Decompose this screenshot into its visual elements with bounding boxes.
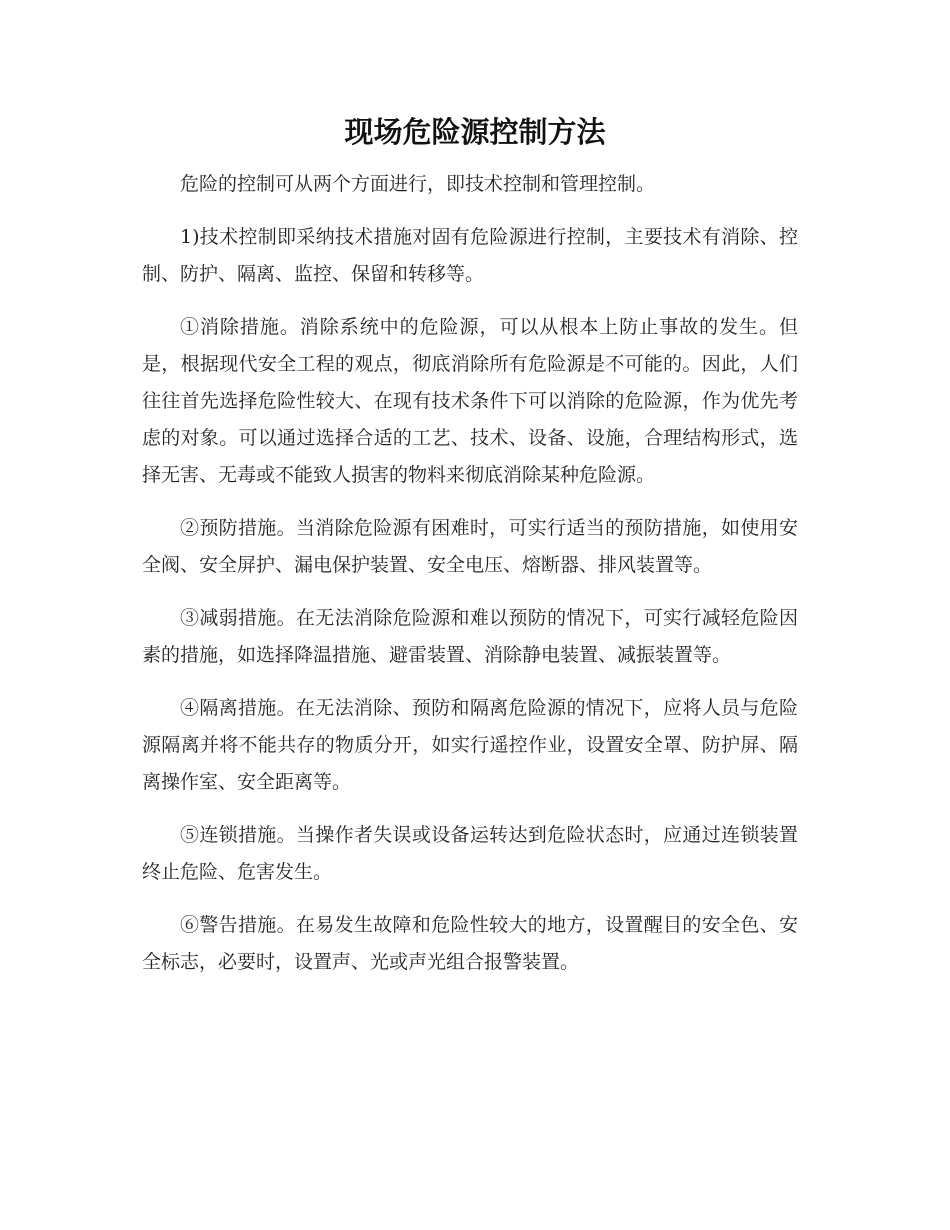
paragraph-interlock: ⑤连锁措施。当操作者失误或设备运转达到危险状态时，应通过连锁装置终止危险、危害发生。 bbox=[142, 824, 798, 883]
paragraph-mitigation: ③减弱措施。在无法消除危险源和难以预防的情况下，可实行减轻危险因素的措施，如选择降温措施、避雷装置、消除静电装置、减振装置等。 bbox=[142, 607, 798, 666]
paragraph-technical-control: 1)技术控制即采纳技术措施对固有危险源进行控制，主要技术有消除、控制、防护、隔离、监控、保留和转移等。 bbox=[142, 226, 798, 285]
document-body bbox=[142, 166, 798, 997]
paragraph-intro: 危险的控制可从两个方面进行，即技术控制和管理控制。 bbox=[180, 173, 656, 195]
paragraph-prevention: ②预防措施。当消除危险源有困难时，可实行适当的预防措施，如使用安全阀、安全屏护、漏电保护装置、安全电压、熔断器、排风装置等。 bbox=[142, 517, 798, 576]
page-title: 现场危险源控制方法 bbox=[344, 115, 606, 149]
paragraph-elimination: ①消除措施。消除系统中的危险源，可以从根本上防止事故的发生。但是，根据现代安全工程的观点，彻底消除所有危险源是不可能的。因此，人们往往首先选择危险性较大、在现有技术条件下可以消除的危险源，作为优先考虑的对象。可以通过选择合适的工艺、技术、设备、设施，合理结构形式，选择无害、无毒或不能致人损害的物料来彻底消除某种危险源。 bbox=[142, 316, 798, 486]
paragraph-isolation: ④隔离措施。在无法消除、预防和隔离危险源的情况下，应将人员与危险源隔离并将不能共存的物质分开，如实行遥控作业，设置安全罩、防护屏、隔离操作室、安全距离等。 bbox=[142, 697, 798, 793]
paragraph-warning: ⑥警告措施。在易发生故障和危险性较大的地方，设置醒目的安全色、安全标志，必要时，设置声、光或声光组合报警装置。 bbox=[142, 914, 798, 973]
